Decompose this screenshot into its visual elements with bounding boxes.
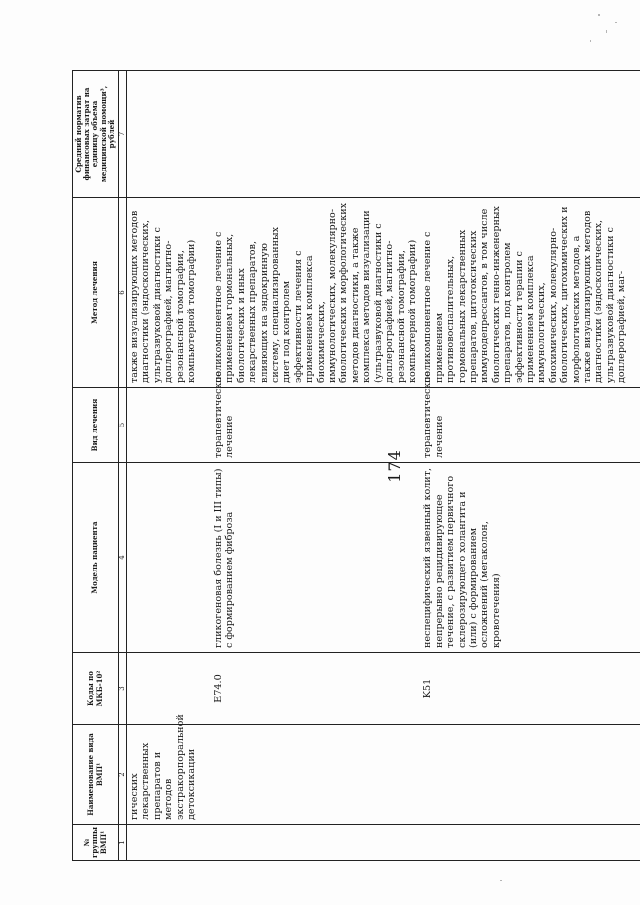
cell-treatment: терапевтическое лечение: [420, 388, 640, 463]
cell-code: K51: [420, 653, 640, 725]
column-number: 2: [119, 725, 127, 825]
cell-name: [211, 725, 420, 825]
cell-code: E74.0: [211, 653, 420, 725]
column-number: 5: [119, 388, 127, 463]
cell-group: [127, 825, 212, 861]
column-number: 1: [119, 825, 127, 861]
header-method: Метод лечения: [73, 198, 119, 388]
cell-model: [127, 463, 212, 653]
cell-method: поликомпонентное лечение с применением противовоспалительных, гормональных лекарственных препаратов, цитотоксических иммунодепрессантов, в том числе биологических генно-инженерных препаратов, под контролем эффективности терапии с применением комплекса иммунологических, биохимических, молекулярно-биологических, цитохимических и морфологических методов, а также визуализирующих методов диагностики (эндоскопических, ультразвуковой диагностики с доплерографией, маг-: [420, 198, 640, 388]
cell-cost: [420, 71, 640, 198]
table-row: [420, 71, 640, 861]
cell-method: также визуализирующих методов диагностики (эндоскопических, ультразвуковой диагностики с доплерографией, магнитно-резонансной томографии, компьютерной томографии): [127, 198, 212, 388]
header-name: Наименование вида ВМП¹: [73, 725, 119, 825]
cell-group: [211, 825, 420, 861]
cell-group: [420, 825, 640, 861]
cell-model: неспецифический язвенный колит, непрерывно рецидивирующее течение, с развитием первичного склерозирующего холангита и (или) с формированием осложнений (мегаколон, кровотечения): [420, 463, 640, 653]
header-group: № группы ВМП¹: [73, 825, 119, 861]
column-number: 7: [119, 71, 127, 198]
scan-speck: [500, 880, 502, 881]
cell-model: гликогеновая болезнь (I и III типы) с формированием фиброза: [211, 463, 420, 653]
cell-treatment: терапевтическое лечение: [211, 388, 420, 463]
column-number: 6: [119, 198, 127, 388]
vmp-table: [72, 70, 640, 861]
header-cost: Средний норматив финансовых затрат на единицу объема медицинской помощи³, рублей: [73, 71, 119, 198]
rotated-content: [60, 71, 630, 861]
cell-name: гических лекарственных препаратов и методов экстракорпоральной детоксикации: [127, 725, 212, 825]
table-row: [211, 71, 420, 861]
scan-speck: [606, 30, 607, 33]
scan-speck: [590, 40, 591, 42]
cell-name: [420, 725, 640, 825]
header-row: [73, 71, 119, 861]
cell-cost: [127, 71, 212, 198]
cell-cost: [211, 71, 420, 198]
cell-code: [127, 653, 212, 725]
scan-speck: [615, 22, 617, 23]
column-number: 4: [119, 463, 127, 653]
header-model: Модель пациента: [73, 463, 119, 653]
header-code: Коды по МКБ-10²: [73, 653, 119, 725]
page-number: 174: [385, 449, 404, 483]
column-number: 3: [119, 653, 127, 725]
header-treatment: Вид лечения: [73, 388, 119, 463]
scan-speck: [598, 14, 600, 16]
cell-treatment: [127, 388, 212, 463]
cell-method: поликомпонентное лечение с применением гормональных, биологических и иных лекарственных препаратов, влияющих на эндокринную систему, специализированных диет под контролем эффективности лечения с применением комплекса биохимических, иммунологических, молекулярно-биологических и морфологических методов диагностики, а также комплекса методов визуализации (ультразвуковой диагностики с доплерографией, магнитно-резонансной томографии, компьютерной томографии): [211, 198, 420, 388]
table-row: [127, 71, 212, 861]
column-number-row: [119, 71, 127, 861]
